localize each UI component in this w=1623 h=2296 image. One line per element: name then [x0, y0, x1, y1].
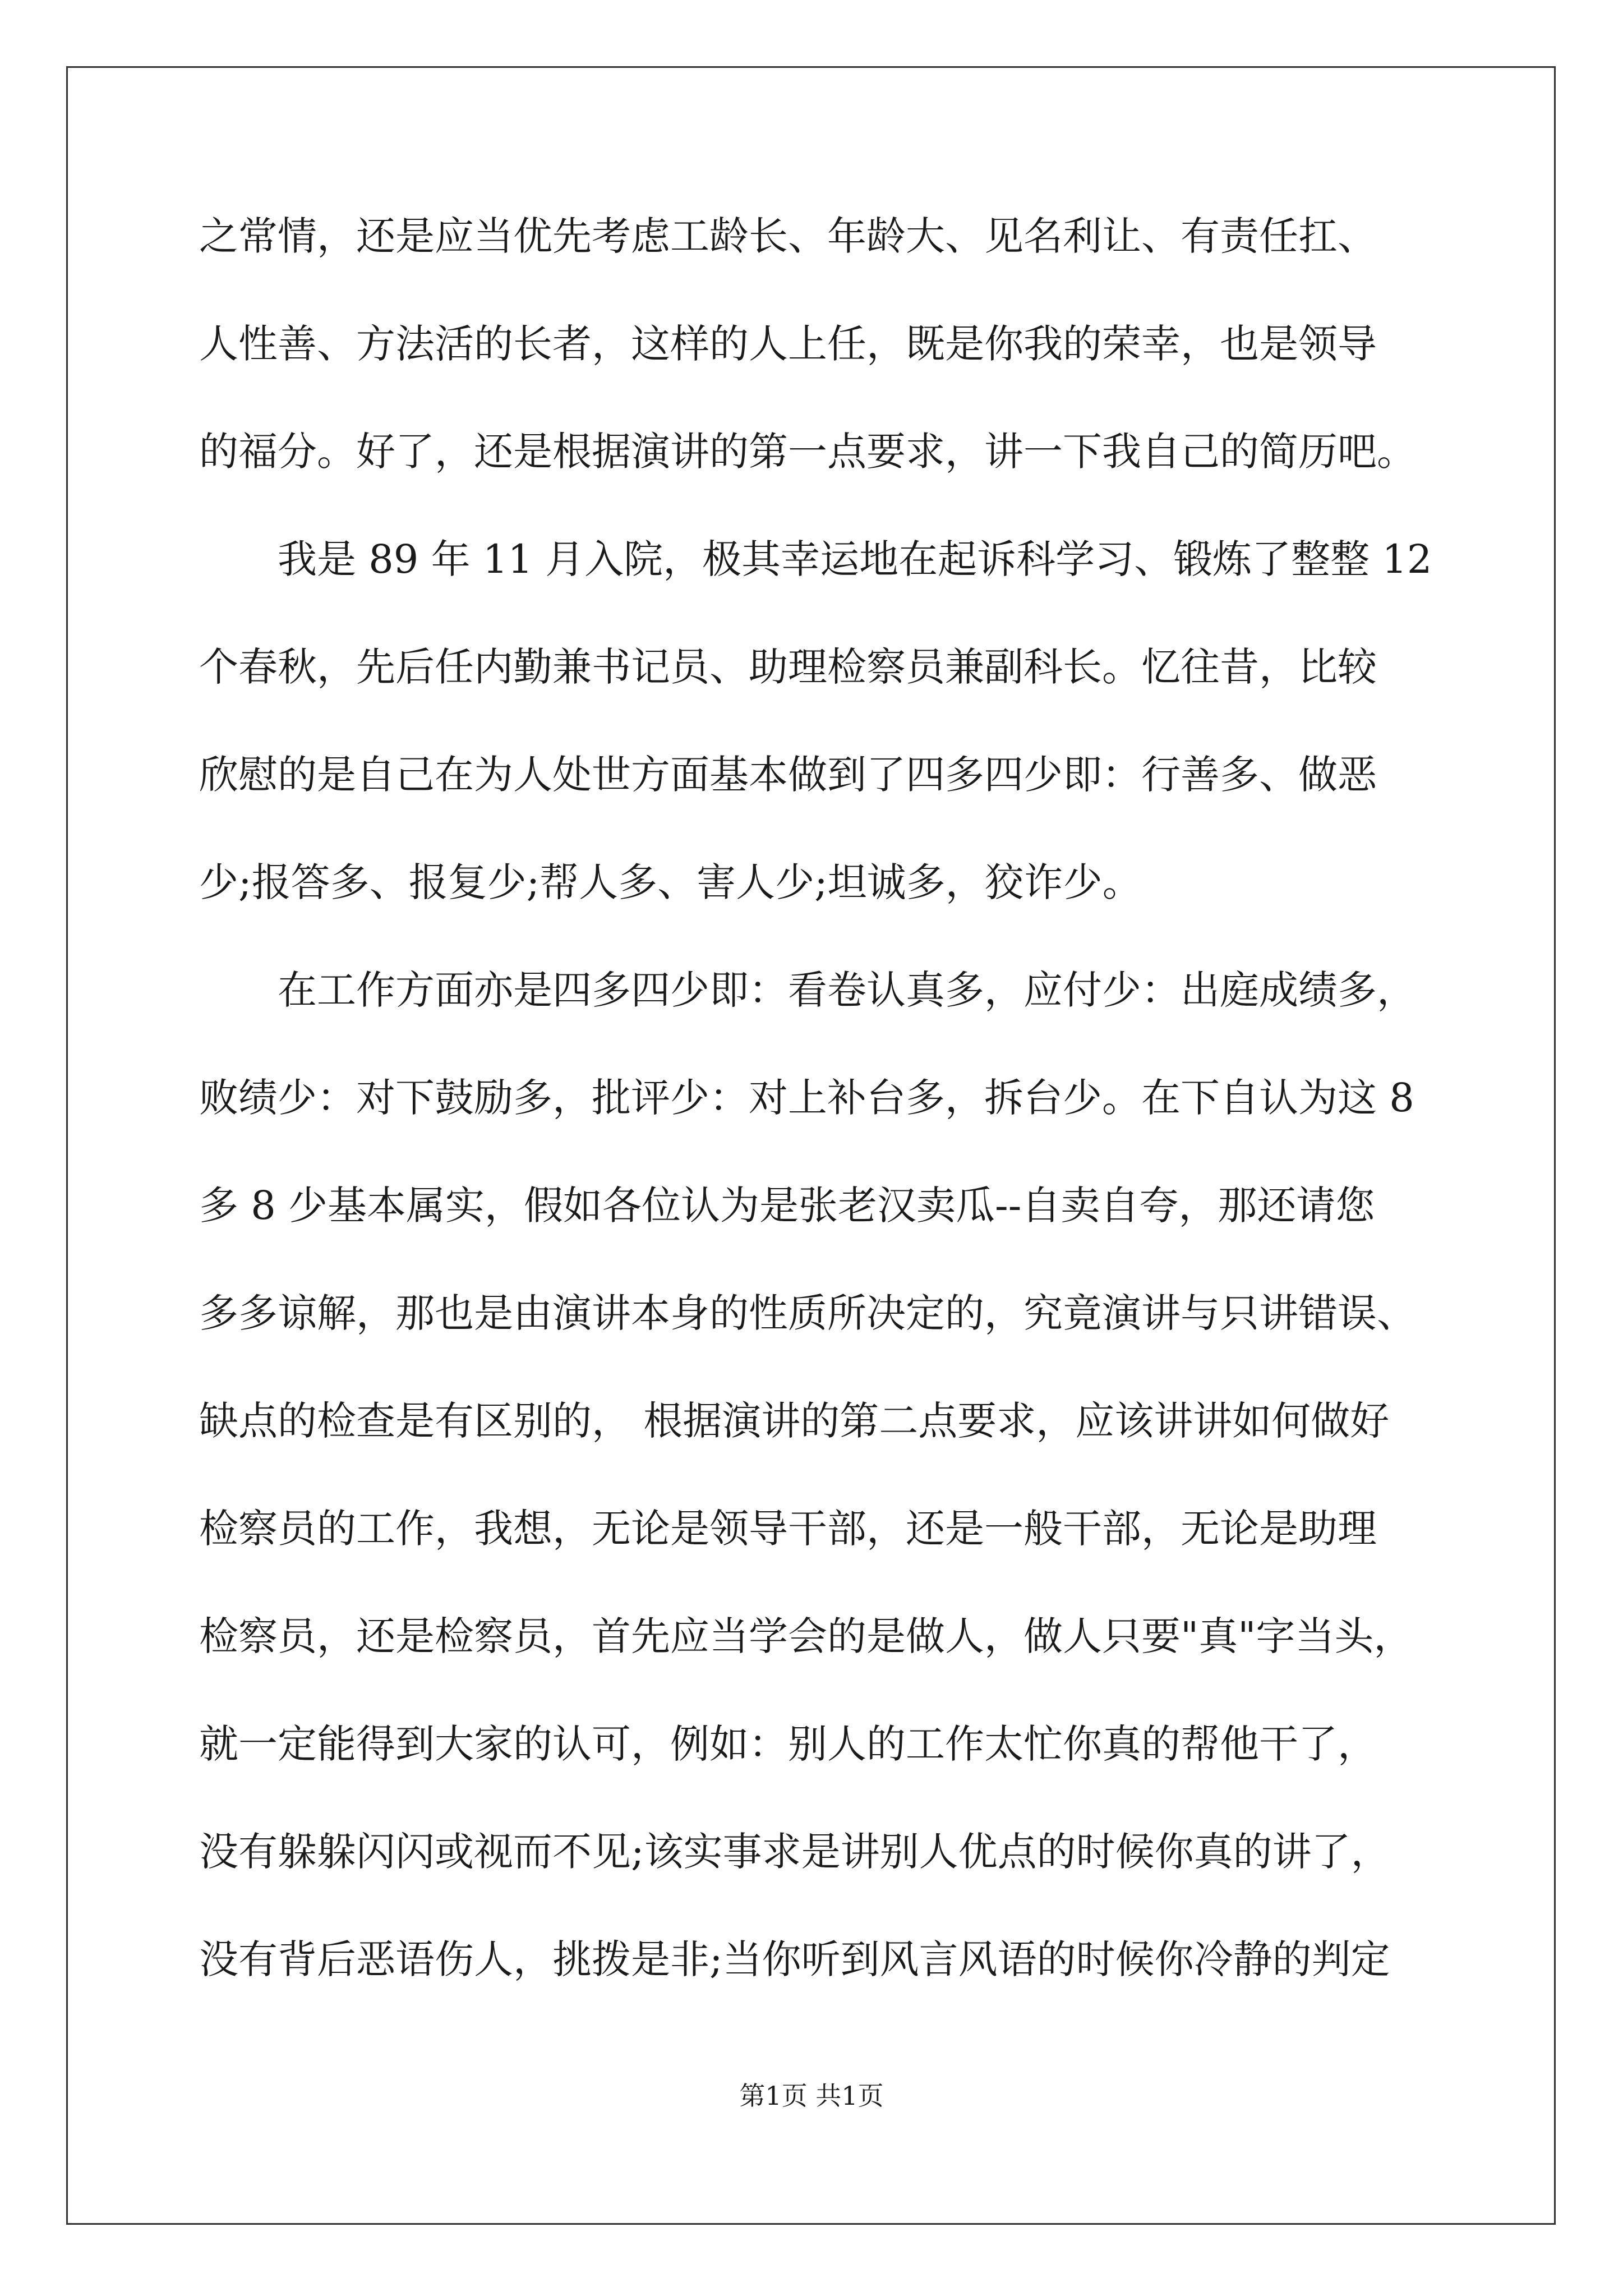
- text-line: 少;报答多、报复少;帮人多、害人少;坦诚多，狡诈少。: [199, 859, 1142, 905]
- text-line: 检察员，还是检察员，首先应当学会的是做人，做人只要"真"字当头，: [199, 1613, 1413, 1659]
- text-line: 的福分。好了，还是根据演讲的第一点要求，讲一下我自己的简历吧。: [199, 429, 1416, 475]
- text-line: 人性善、方法活的长者，这样的人上任，既是你我的荣幸，也是领导: [199, 321, 1377, 367]
- text-line: 之常情，还是应当优先考虑工龄长、年龄大、见名利让、有责任扛、: [199, 213, 1377, 259]
- text-line: 缺点的检查是有区别的， 根据演讲的第二点要求，应该讲讲如何做好: [199, 1398, 1390, 1444]
- text-line: 我是 89 年 11 月入院，极其幸运地在起诉科学习、锻炼了整整 12: [278, 536, 1432, 582]
- text-line: 个春秋，先后任内勤兼书记员、助理检察员兼副科长。忆往昔，比较: [199, 644, 1377, 690]
- text-line: 败绩少：对下鼓励多，批评少：对上补台多，拆台少。在下自认为这 8: [199, 1075, 1414, 1121]
- text-line: 欣慰的是自己在为人处世方面基本做到了四多四少即：行善多、做恶: [199, 752, 1377, 798]
- text-line: 多 8 少基本属实，假如各位认为是张老汉卖瓜--自卖自夸，那还请您: [199, 1182, 1375, 1228]
- text-line: 就一定能得到大家的认可，例如：别人的工作太忙你真的帮他干了，: [199, 1721, 1377, 1767]
- text-line: 没有背后恶语伤人，挑拨是非;当你听到风言风语的时候你冷静的判定: [199, 1936, 1390, 1982]
- text-line: 没有躲躲闪闪或视而不见;该实事求是讲别人优点的时候你真的讲了，: [199, 1829, 1390, 1875]
- page-footer: 第1页 共1页: [739, 2081, 884, 2111]
- text-line: 检察员的工作，我想，无论是领导干部，还是一般干部，无论是助理: [199, 1506, 1377, 1552]
- text-line: 在工作方面亦是四多四少即：看卷认真多，应付少：出庭成绩多，: [278, 967, 1416, 1013]
- text-line: 多多谅解，那也是由演讲本身的性质所决定的，究竟演讲与只讲错误、: [199, 1290, 1416, 1336]
- document-body: [199, 182, 1432, 2013]
